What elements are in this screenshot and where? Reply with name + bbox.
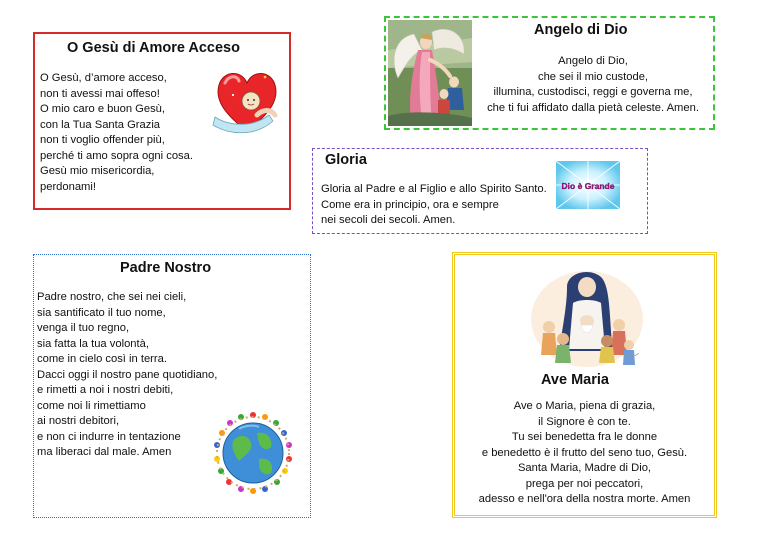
prayer-card-ave-maria [452, 252, 717, 518]
madonna-with-children-illustration [529, 259, 645, 369]
dio-e-grande-badge [556, 161, 620, 209]
guardian-angel-illustration [388, 20, 472, 126]
prayer-card-padre-nostro [33, 254, 311, 518]
prayer-text: Angelo di Dio, che sei il mio custode, illumina, custodisci, reggi e governa me, che ti fui affidato dalla pietà celeste. Amen. [487, 55, 699, 114]
prayer-title: Ave Maria [541, 372, 609, 388]
globe-with-children-illustration [209, 403, 297, 499]
prayer-title: O Gesù di Amore Acceso [67, 40, 240, 56]
prayer-text: Padre nostro, che sei nei cieli, sia santificato il tuo nome, venga il tuo regno, sia fatta la tua volontà, come in cielo così in terra. Dacci oggi il nostro pane quotidiano, e rimetti a noi i nostri debiti, come noi li rimettiamo ai nostri debitori, e non ci indurre in tentazione ma liberaci dal male. Amen [37, 291, 218, 458]
prayer-card-angelo-di-dio [384, 16, 715, 130]
prayer-card-o-gesu [33, 32, 291, 210]
prayer-text: O Gesù, d’amore acceso, non ti avessi mai offeso! O mio caro e buon Gesù, con la Tua Santa Grazia non ti voglio offender più, perché ti amo sopra ogni cosa. Gesù mio misericordia, perdonami! [40, 72, 193, 193]
prayer-title: Padre Nostro [120, 260, 212, 276]
prayer-title: Angelo di Dio [534, 22, 628, 38]
prayer-text: Gloria al Padre e al Figlio e allo Spirito Santo. Come era in principio, ora e sempre nei secoli dei secoli. Amen. [321, 183, 547, 226]
badge-text: Dio è Grande [561, 181, 615, 191]
heart-in-hands-illustration [211, 65, 283, 141]
prayer-card-gloria [312, 148, 648, 234]
prayer-title: Gloria [325, 152, 367, 168]
prayer-text: Ave o Maria, piena di grazia, il Signore è con te. Tu sei benedetta fra le donne e benedetto è il frutto del seno tuo, Gesù. Santa Maria, Madre di Dio, prega per noi peccatori, adesso e nell'ora della nostra morte. Amen [478, 400, 691, 505]
